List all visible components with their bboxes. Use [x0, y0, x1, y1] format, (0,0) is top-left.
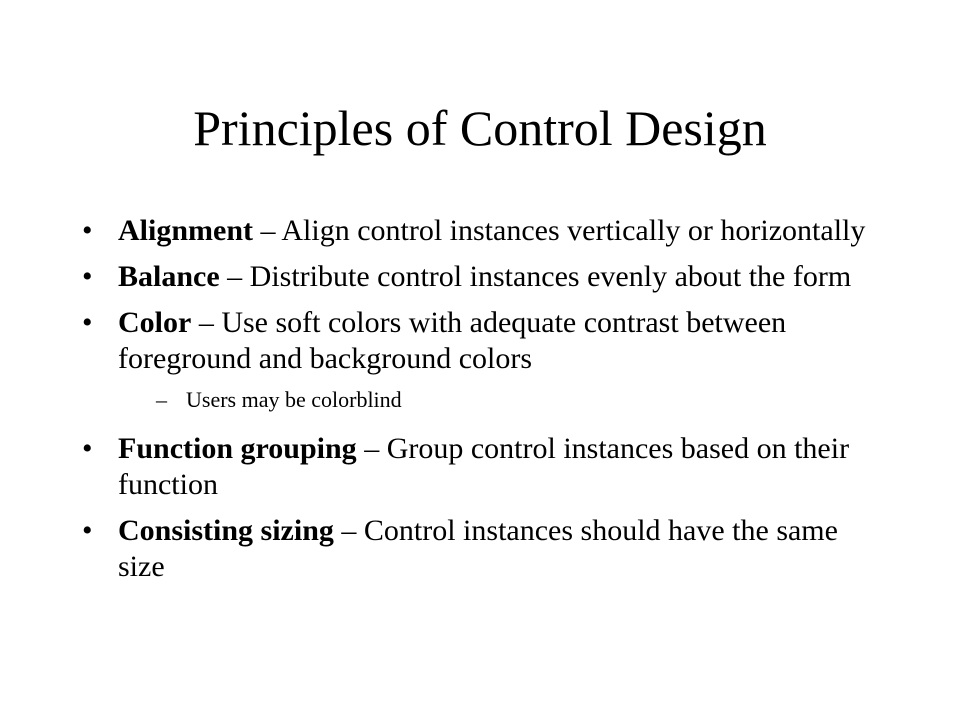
bullet-dot-icon: •	[82, 432, 93, 465]
bullet-separator: –	[333, 514, 364, 547]
slide-title: Principles of Control Design	[193, 100, 767, 156]
bullet-dot-icon: •	[82, 214, 93, 247]
bullet-item-color	[80, 305, 880, 377]
bullet-text: Distribute control instances evenly about the form	[249, 260, 852, 293]
bullet-separator: –	[191, 306, 222, 339]
bullet-dot-icon: •	[82, 260, 93, 293]
bullet-dot-icon: •	[82, 306, 93, 339]
bullet-list	[80, 213, 880, 595]
bullet-separator: –	[253, 214, 282, 247]
bullet-separator: –	[219, 260, 250, 293]
bullet-term: Function grouping	[118, 432, 357, 465]
bullet-separator: –	[356, 432, 387, 465]
bullet-text: Align control instances vertically or horizontally	[281, 214, 866, 247]
bullet-term: Balance	[118, 260, 220, 293]
bullet-term: Alignment	[118, 214, 253, 247]
bullet-text: Use soft colors with adequate contrast between foreground and background colors	[118, 306, 787, 375]
bullet-item-consisting-sizing	[80, 513, 880, 585]
bullet-item-alignment	[80, 213, 880, 249]
subbullet-text: Users may be colorblind	[186, 387, 402, 412]
bullet-item-function-grouping	[80, 431, 880, 503]
subbullet-item	[80, 385, 880, 415]
bullet-text: Control instances should have the same size	[118, 514, 838, 583]
bullet-dot-icon: •	[82, 514, 93, 547]
bullet-text: Group control instances based on their function	[118, 432, 850, 501]
bullet-term: Color	[118, 306, 192, 339]
subbullet-dash-icon: –	[156, 387, 167, 412]
bullet-term: Consisting sizing	[118, 514, 334, 547]
bullet-item-balance	[80, 259, 880, 295]
